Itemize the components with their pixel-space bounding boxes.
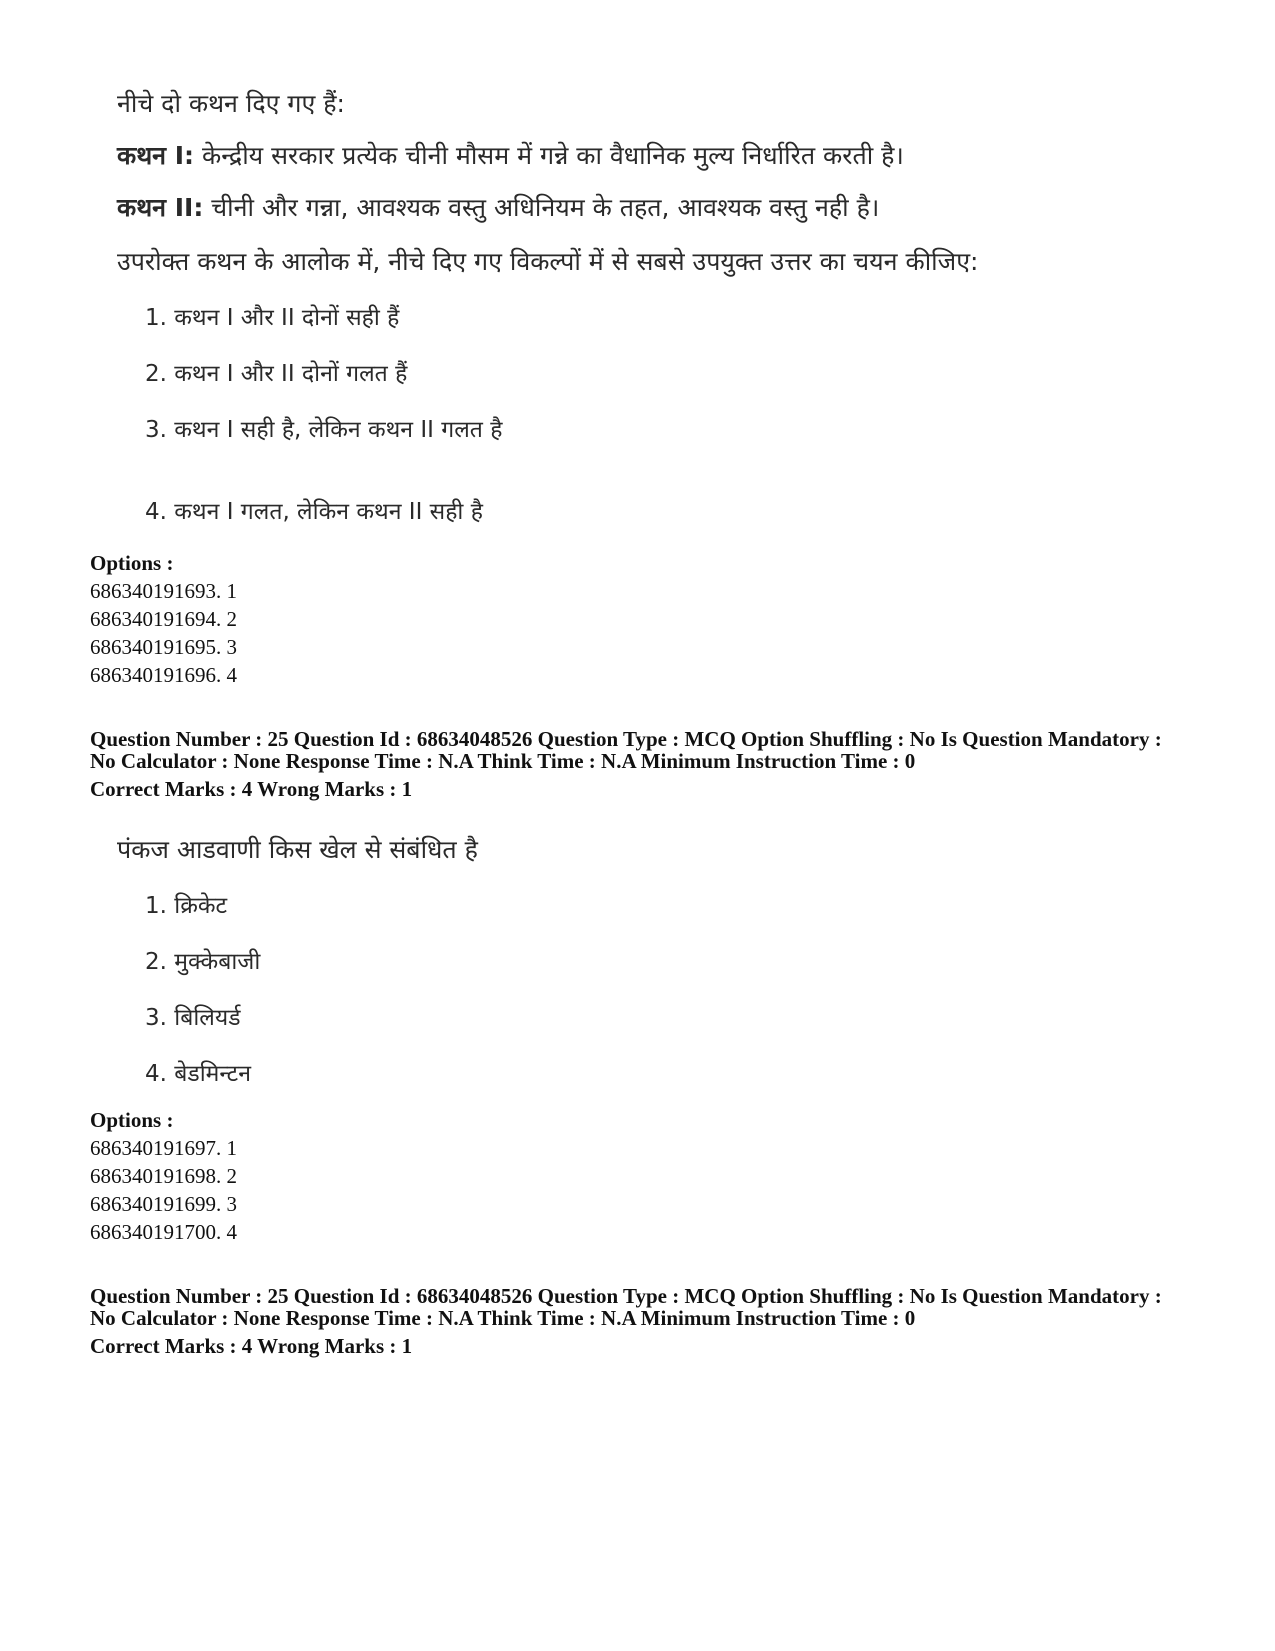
option-id: 686340191699. 3 <box>90 1192 237 1216</box>
question-meta-line1: Question Number : 25 Question Id : 68634048526 Question Type : MCQ Option Shuffling : No Is Question Mandatory : <box>90 727 1162 751</box>
question-meta-line2: No Calculator : None Response Time : N.A Think Time : N.A Minimum Instruction Time : 0 <box>90 1306 916 1330</box>
choice-item: 4. बेडमिन्टन <box>145 1061 251 1087</box>
choice-item: 3. बिलियर्ड <box>145 1005 241 1031</box>
question-meta-line1: Question Number : 25 Question Id : 68634048526 Question Type : MCQ Option Shuffling : No Is Question Mandatory : <box>90 1284 1162 1308</box>
option-id: 686340191693. 1 <box>90 579 237 603</box>
question-instruction: उपरोक्त कथन के आलोक में, नीचे दिए गए विकल्पों में से सबसे उपयुक्त उत्तर का चयन कीजिए: <box>117 247 979 276</box>
statement-1 <box>117 138 904 172</box>
statement-2-label: कथन II: <box>117 193 204 222</box>
choice-item: 2. कथन I और II दोनों गलत हैं <box>145 361 408 387</box>
question-marks: Correct Marks : 4 Wrong Marks : 1 <box>90 777 413 801</box>
question-meta-line2: No Calculator : None Response Time : N.A Think Time : N.A Minimum Instruction Time : 0 <box>90 749 916 773</box>
statement-2 <box>117 190 879 224</box>
option-id: 686340191698. 2 <box>90 1164 237 1188</box>
choice-item: 2. मुक्केबाजी <box>145 949 261 975</box>
options-label: Options : <box>90 1108 174 1132</box>
choice-item: 1. क्रिकेट <box>145 893 228 919</box>
question-intro: नीचे दो कथन दिए गए हैं: <box>117 89 345 118</box>
question-marks: Correct Marks : 4 Wrong Marks : 1 <box>90 1334 413 1358</box>
choice-item: 1. कथन I और II दोनों सही हैं <box>145 305 400 331</box>
statement-1-label: कथन I: <box>117 141 195 170</box>
question-text: पंकज आडवाणी किस खेल से संबंधित है <box>117 835 478 864</box>
option-id: 686340191696. 4 <box>90 663 237 687</box>
options-label: Options : <box>90 551 174 575</box>
option-id: 686340191700. 4 <box>90 1220 237 1244</box>
statement-2-text: चीनी और गन्ना, आवश्यक वस्तु अधिनियम के तहत, आवश्यक वस्तु नही है। <box>203 193 880 222</box>
option-id: 686340191695. 3 <box>90 635 237 659</box>
choice-item: 4. कथन I गलत, लेकिन कथन II सही है <box>145 499 483 525</box>
choice-item: 3. कथन I सही है, लेकिन कथन II गलत है <box>145 417 503 443</box>
statement-1-text: केन्द्रीय सरकार प्रत्येक चीनी मौसम में गन्ने का वैधानिक मुल्य निर्धारित करती है। <box>194 141 904 170</box>
option-id: 686340191697. 1 <box>90 1136 237 1160</box>
option-id: 686340191694. 2 <box>90 607 237 631</box>
